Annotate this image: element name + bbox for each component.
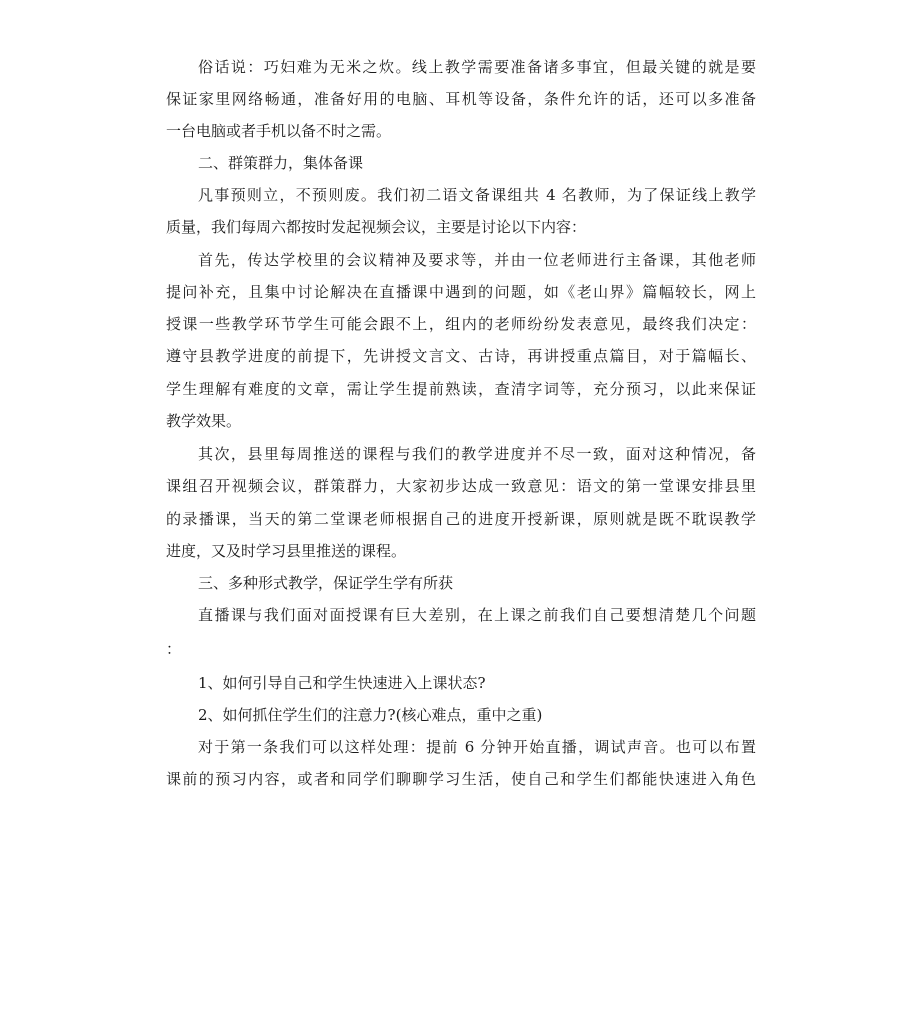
text-line: 授课一些教学环节学生可能会跟不上，组内的老师纷纷发表意见，最终我们决定： (166, 315, 756, 333)
text-line: 课前的预习内容，或者和同学们聊聊学习生活，使自己和学生们都能快速进入角色 (166, 770, 756, 788)
text-line: 进度，又及时学习县里推送的课程。 (166, 542, 407, 560)
text-line: 学生理解有难度的文章，需让学生提前熟读，查清字词等，充分预习，以此来保证 (166, 380, 756, 398)
text-line: 质量，我们每周六都按时发起视频会议，主要是讨论以下内容： (166, 218, 587, 236)
section-heading: 三、多种形式教学，保证学生学有所获 (198, 574, 454, 592)
text-line: 保证家里网络畅通，准备好用的电脑、耳机等设备，条件允许的话，还可以多准备 (166, 90, 756, 108)
text-line: 首先，传达学校里的会议精神及要求等，并由一位老师进行主备课，其他老师 (198, 251, 756, 269)
list-item: 2、如何抓住学生们的注意力?(核心难点，重中之重) (198, 706, 543, 724)
text-line: 教学效果。 (166, 412, 242, 430)
section-heading: 二、群策群力，集体备课 (198, 154, 364, 172)
list-item: 1、如何引导自己和学生快速进入上课状态? (198, 674, 486, 692)
text-line: 对于第一条我们可以这样处理：提前 6 分钟开始直播，调试声音。也可以布置 (198, 738, 756, 756)
text-line: 其次，县里每周推送的课程与我们的教学进度并不尽一致，面对这种情况，备 (198, 445, 756, 463)
text-line: 提问补充，且集中讨论解决在直播课中遇到的问题，如《老山界》篇幅较长，网上 (166, 283, 756, 301)
text-line: 课组召开视频会议，群策群力，大家初步达成一致意见：语文的第一堂课安排县里 (166, 477, 756, 495)
text-line: 遵守县教学进度的前提下，先讲授文言文、古诗，再讲授重点篇目，对于篇幅长、 (166, 347, 756, 365)
text-line: 俗话说：巧妇难为无米之炊。线上教学需要准备诸多事宜，但最关键的就是要 (198, 58, 756, 76)
text-line: 凡事预则立，不预则废。我们初二语文备课组共 4 名教师，为了保证线上教学 (198, 186, 756, 204)
text-line: ： (166, 640, 182, 658)
text-line: 一台电脑或者手机以备不时之需。 (166, 122, 392, 140)
text-line: 的录播课，当天的第二堂课老师根据自己的进度开授新课，原则就是既不耽误教学 (166, 510, 756, 528)
text-line: 直播课与我们面对面授课有巨大差别，在上课之前我们自己要想清楚几个问题 (198, 606, 756, 624)
